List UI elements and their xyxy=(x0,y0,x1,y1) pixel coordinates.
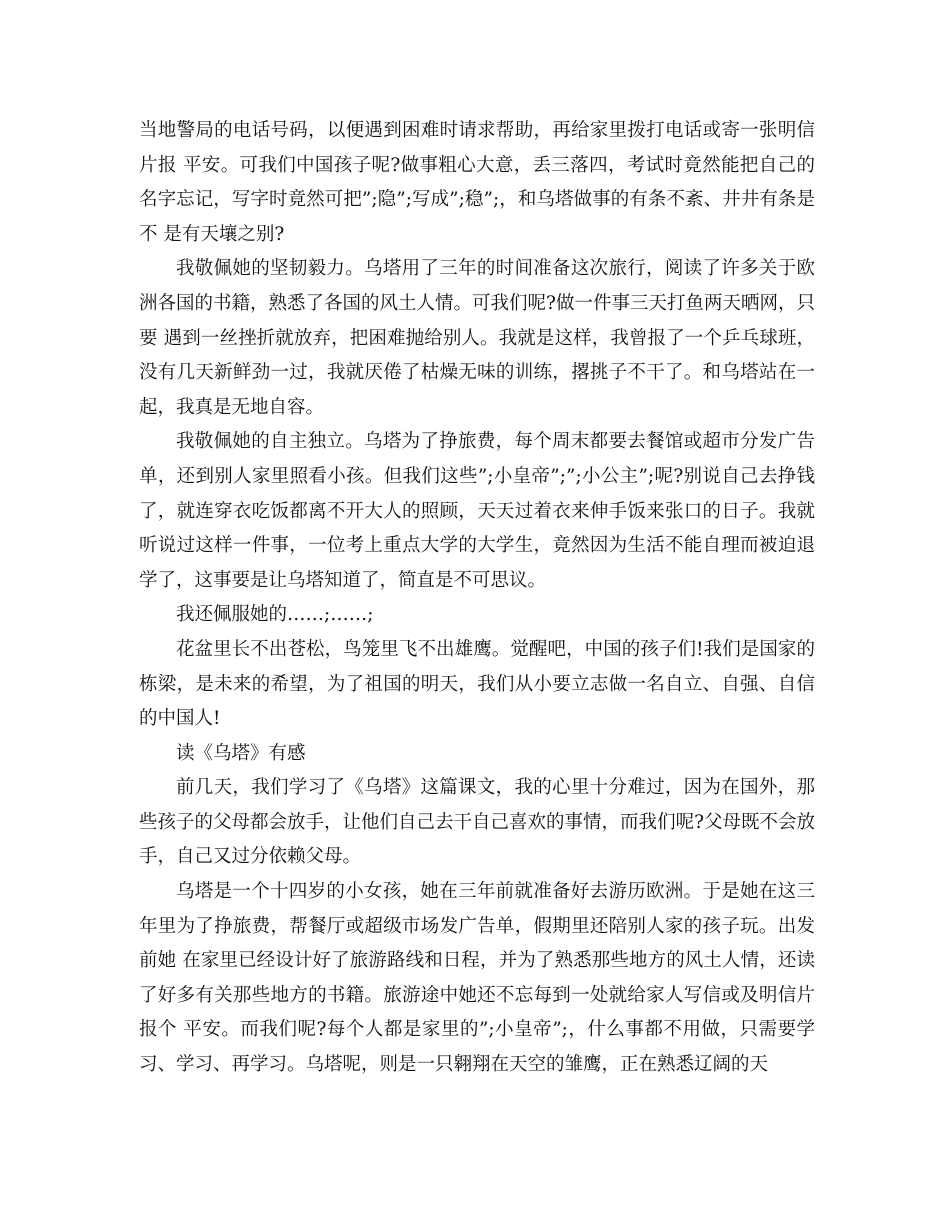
section-title: 读《乌塔》有感 xyxy=(176,742,306,764)
paragraph-independence: 我敬佩她的自主独立。乌塔为了挣旅费，每个周末都要去餐馆或超市分发广告单，还到别人家里照看小孩。但我们这些”;小皇帝”;”;小公主”;呢?别说自己去挣钱 了，就连穿衣吃饭都离不开大人的照顾，天天过着衣来伸手饭来张口的日子。我就听说过这样一件事，一位考上重点大学的大学生，竟然因为生活不能自理而被迫退 学了，这事要是让乌塔知道了，简直是不可思议。 xyxy=(139,431,815,591)
paragraph-continued: 当地警局的电话号码，以便遇到困难时请求帮助，再给家里拨打电话或寄一张明信片报 平安。可我们中国孩子呢?做事粗心大意，丢三落四，考试时竟然能把自己的名字忘记，写字时竟然可把”;隐”;写成”;稳”;，和乌塔做事的有条不紊、井井有条是不 是有天壤之别? xyxy=(139,120,815,245)
paragraph-admiration: 我还佩服她的……;……; xyxy=(176,604,374,626)
paragraph-conclusion: 花盆里长不出苍松，鸟笼里飞不出雄鹰。觉醒吧，中国的孩子们!我们是国家的栋梁，是未来的希望，为了祖国的明天，我们从小要立志做一名自立、自强、自信的中国人! xyxy=(139,638,815,730)
paragraph-perseverance: 我敬佩她的坚韧毅力。乌塔用了三年的时间准备这次旅行，阅读了许多关于欧洲各国的书籍，熟悉了各国的风土人情。可我们呢?做一件事三天打鱼两天晒网，只要 遇到一丝挫折就放弃，把困难抛给别人。我就是这样，我曾报了一个乒乓球班，没有几天新鲜劲一过，我就厌倦了枯燥无味的训练，撂挑子不干了。和乌塔站在一 起，我真是无地自容。 xyxy=(139,258,815,418)
paragraph-intro: 前几天，我们学习了《乌塔》这篇课文，我的心里十分难过，因为在国外，那些孩子的父母都会放手，让他们自己去干自己喜欢的事情，而我们呢?父母既不会放手，自己又过分依赖父母。 xyxy=(139,777,815,868)
paragraph-uta-story: 乌塔是一个十四岁的小女孩，她在三年前就准备好去游历欧洲。于是她在这三年里为了挣旅费，帮餐厅或超级市场发广告单，假期里还陪别人家的孩子玩。出发前她 在家里已经设计好了旅游路线和日程，并为了熟悉那些地方的风土人情，还读了好多有关那些地方的书籍。旅游途中她还不忘每到一处就给家人写信或及明信片报个 平安。而我们呢?每个人都是家里的”;小皇帝”;，什么事都不用做，只需要学习、学习、再学习。乌塔呢，则是一只翱翔在天空的雏鹰，正在熟悉辽阔的天 xyxy=(139,881,815,1076)
document-body xyxy=(139,114,815,1083)
